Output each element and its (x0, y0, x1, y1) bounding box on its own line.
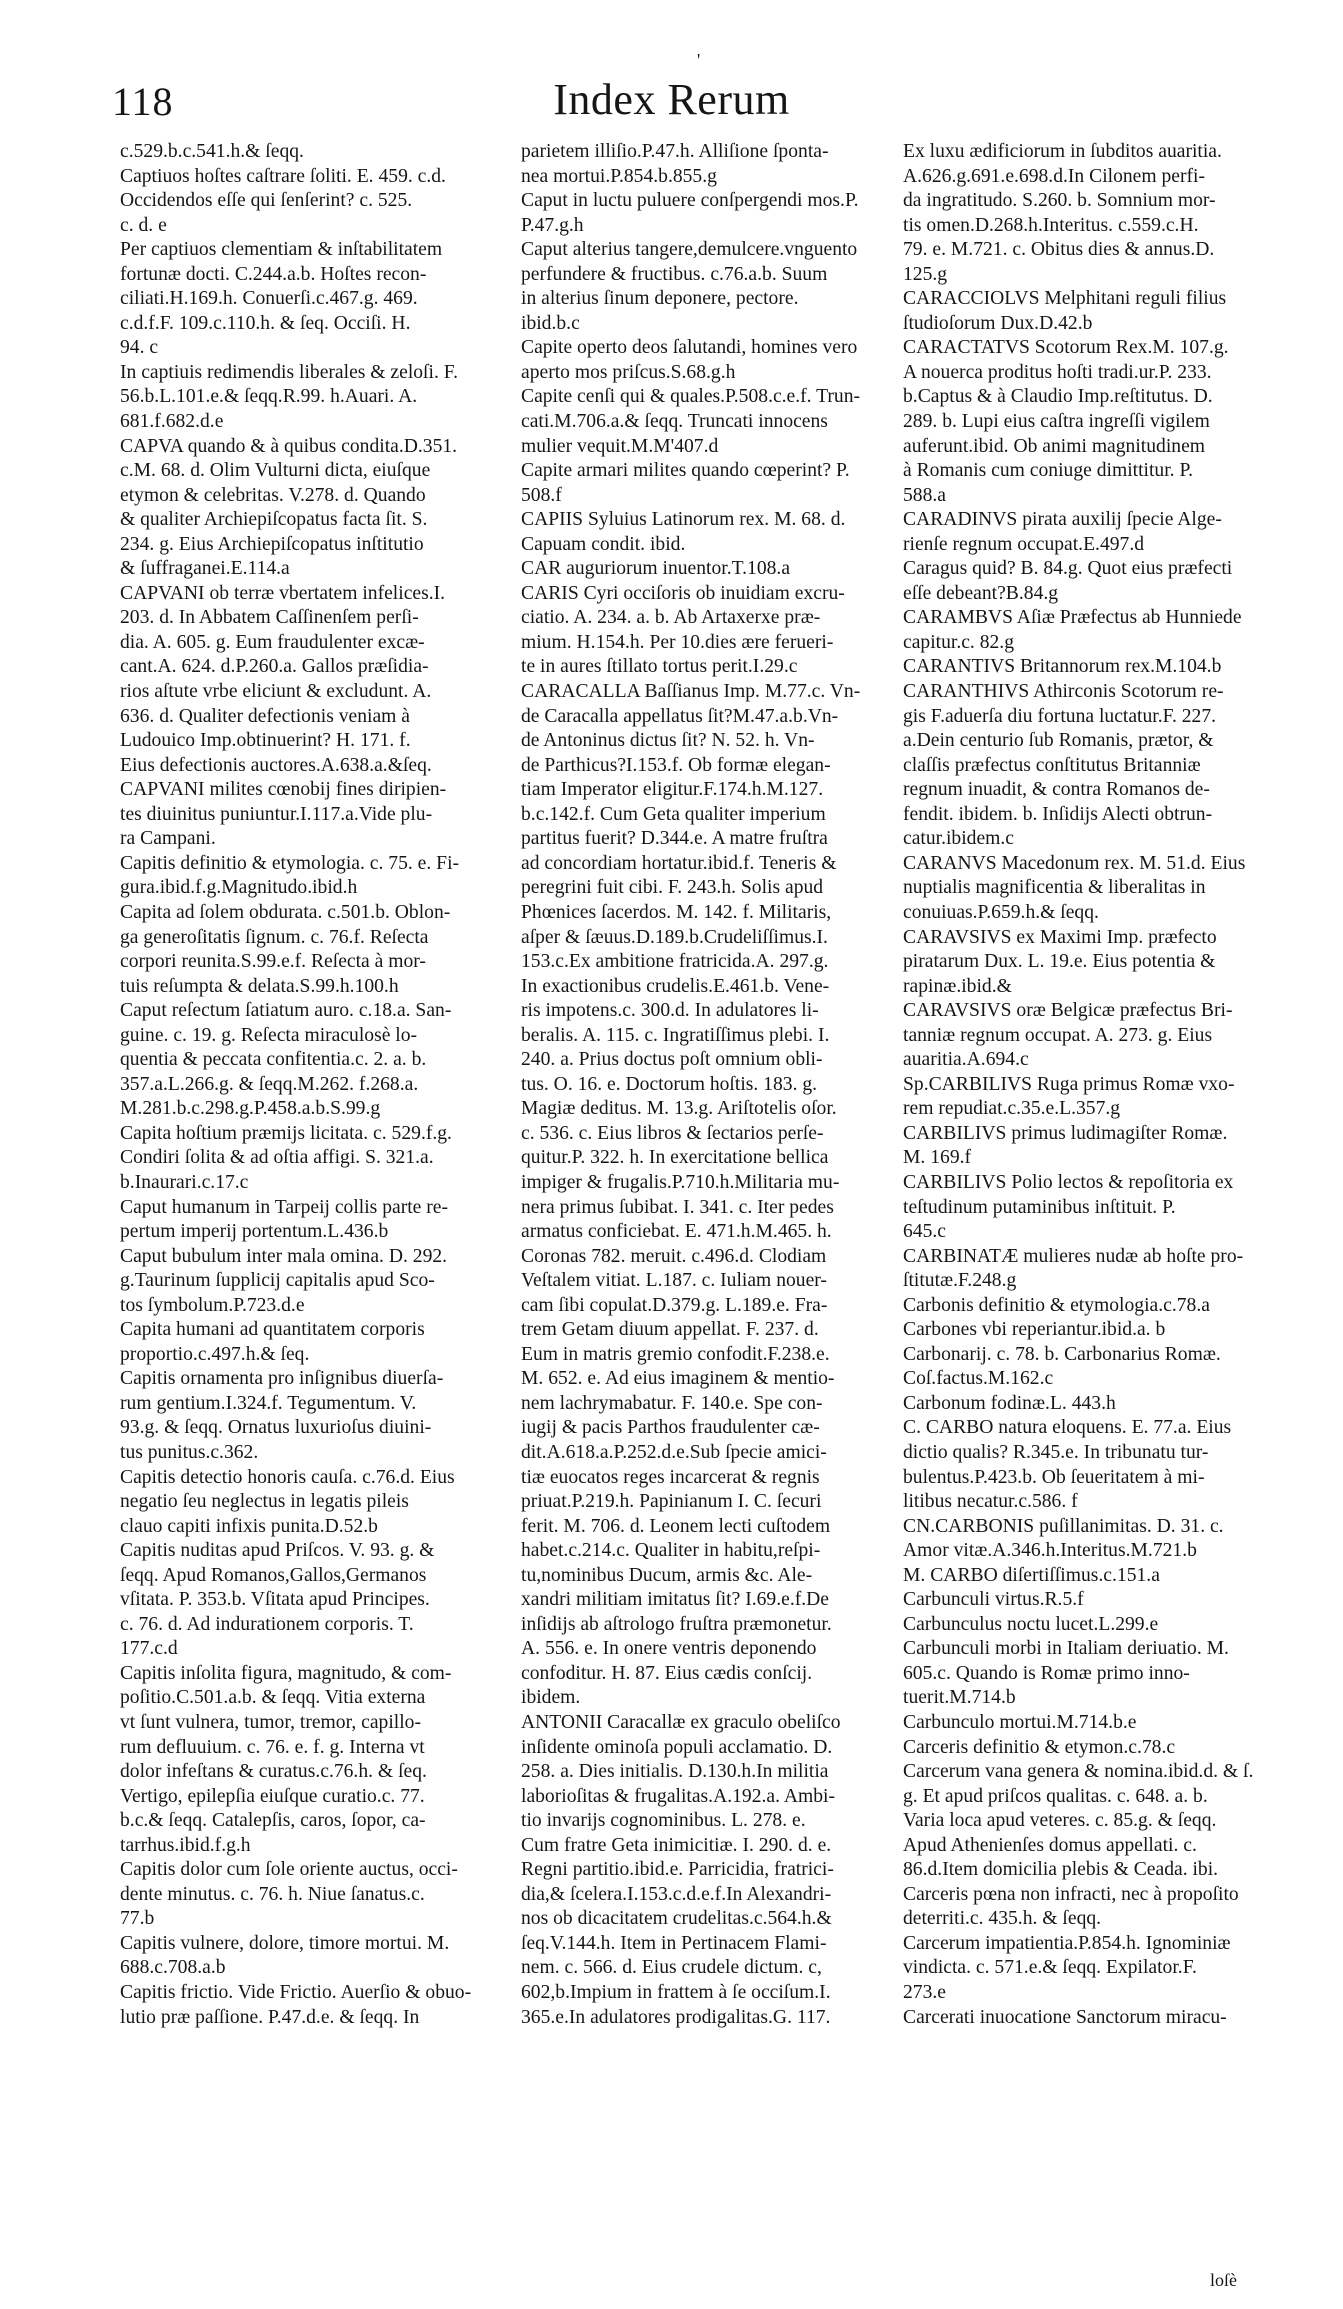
index-entry-line: Regni partitio.ibid.e. Parricidia, fratrici- (521, 1859, 834, 1881)
index-entry-line: fortunæ docti. C.244.a.b. Hoſtes recon- (120, 263, 427, 285)
index-entry-line: CARACALLA Baſſianus Imp. M.77.c. Vn- (521, 681, 861, 703)
index-entry-line: tiam Imperator eligitur.F.174.h.M.127. (521, 779, 824, 801)
index-entry-line: dictio qualis? R.345.e. In tribunatu tur- (903, 1441, 1209, 1463)
index-entry-line: 602,b.Impium in frattem à ſe occiſum.I. (521, 1982, 831, 2004)
index-entry-line: partitus fuerit? D.344.e. A matre fruſtra (521, 828, 828, 850)
index-entry-line: teſtudinum putaminibus inſtituit. P. (903, 1196, 1176, 1218)
index-entry-line: Per captiuos clementiam & inſtabilitatem (120, 239, 443, 261)
index-entry-line: 56.b.L.101.e.& ſeqq.R.99. h.Auari. A. (120, 386, 418, 408)
index-entry-line: Ex luxu ædificiorum in ſubditos auaritia. (903, 141, 1222, 162)
index-entry-line: 240. a. Prius doctus poſt omnium obli- (521, 1049, 823, 1071)
index-entry-line: confoditur. H. 87. Eius cædis conſcij. (521, 1662, 813, 1684)
index-entry-line: M. CARBO diſertiſſimus.c.151.a (903, 1564, 1160, 1586)
index-entry-line: ris impotens.c. 300.d. In adulatores li- (521, 1000, 819, 1022)
index-entry-line: A nouerca proditus hoſti tradi.ur.P. 233. (903, 361, 1212, 383)
index-entry-line: Carceris pœna non infracti, nec à propoſito (903, 1883, 1239, 1905)
index-entry-line: Capitis nuditas apud Priſcos. V. 93. g. & (120, 1540, 435, 1562)
index-entry-line: CARANTHIVS Athirconis Scotorum re- (903, 681, 1224, 703)
index-entry-line: ad concordiam hortatur.ibid.f. Teneris & (521, 852, 837, 874)
index-entry-line: Capitis definitio & etymologia. c. 75. e. Fi- (120, 852, 460, 874)
index-column-middle (521, 140, 916, 2030)
index-entry-line: Capite operto deos ſalutandi, homines vero (521, 337, 858, 359)
index-entry-line: Cum fratre Geta inimicitiæ. I. 290. d. e. (521, 1834, 832, 1856)
index-entry-line: Carbonis definitio & etymologia.c.78.a (903, 1294, 1210, 1316)
index-entry-line: Eum in matris gremio confodit.F.238.e. (521, 1343, 830, 1365)
index-entry-line: Caragus quid? B. 84.g. Quot eius præfecti (903, 558, 1233, 580)
index-entry-line: vſitata. P. 353.b. Vſitata apud Principes. (120, 1589, 430, 1611)
index-entry-line: perfundere & fructibus. c.76.a.b. Suum (521, 263, 828, 285)
index-entry-line: regnum inuadit, & contra Romanos de- (903, 779, 1210, 801)
index-entry-line: ciliati.H.169.h. Conuerſi.c.467.g. 469. (120, 288, 418, 310)
index-entry-line: 681.f.682.d.e (120, 411, 224, 433)
index-entry-line: M.281.b.c.298.g.P.458.a.b.S.99.g (120, 1098, 381, 1120)
index-entry-line: CAR auguriorum inuentor.T.108.a (521, 558, 791, 580)
index-entry-line: Caput reſectum ſatiatum auro. c.18.a. San- (120, 1000, 452, 1022)
index-entry-line: ſtitutæ.F.248.g (903, 1270, 1017, 1292)
index-entry-line: rapinæ.ibid.& (903, 975, 1012, 997)
index-entry-line: tio invarijs cognominibus. L. 278. e. (521, 1810, 806, 1832)
index-entry-line: cati.M.706.a.& ſeqq. Truncati innocens (521, 411, 828, 433)
index-entry-line: 153.c.Ex ambitione fratricida.A. 297.g. (521, 951, 829, 973)
index-entry-line: CARADINVS pirata auxilij ſpecie Alge- (903, 509, 1222, 531)
index-entry-line: A. 556. e. In onere ventris deponendo (521, 1638, 817, 1660)
index-entry-line: tos ſymbolum.P.723.d.e (120, 1294, 305, 1316)
index-entry-line: poſitio.C.501.a.b. & ſeqq. Vitia externa (120, 1687, 426, 1709)
index-entry-line: CAPVANI ob terræ vbertatem infelices.I. (120, 582, 446, 604)
index-entry-line: etymon & celebritas. V.278. d. Quando (120, 484, 426, 506)
index-entry-line: nem. c. 566. d. Eius crudele dictum. c, (521, 1957, 822, 1979)
index-entry-line: Captiuos hoſtes caſtrare ſoliti. E. 459. c.d. (120, 165, 446, 187)
index-entry-line: armatus conficiebat. E. 471.h.M.465. h. (521, 1221, 832, 1243)
index-entry-line: rios aſtute vrbe eliciunt & excludunt. A. (120, 681, 432, 703)
index-entry-line: guine. c. 19. g. Reſecta miraculosè lo- (120, 1024, 418, 1046)
index-entry-line: Sp.CARBILIVS Ruga primus Romæ vxo- (903, 1073, 1235, 1095)
index-entry-line: CARAMBVS Aſiæ Præfectus ab Hunniede (903, 607, 1242, 629)
index-entry-line: nuptialis magnificentia & liberalitas in (903, 877, 1206, 899)
index-entry-line: 289. b. Lupi eius caſtra ingreſſi vigilem (903, 411, 1210, 433)
index-entry-line: g.Taurinum ſupplicij capitalis apud Sco- (120, 1270, 435, 1292)
index-entry-line: 365.e.In adulatores prodigalitas.G. 117. (521, 2006, 831, 2028)
index-entry-line: 94. c (120, 337, 159, 359)
index-entry-line: quentia & peccata confitentia.c. 2. a. b. (120, 1049, 427, 1071)
index-entry-line: aſper & ſæuus.D.189.b.Crudeliſſimus.I. (521, 926, 828, 948)
index-entry-line: inſidente ominoſa populi acclamatio. D. (521, 1736, 833, 1758)
index-entry-line: parietem illiſio.P.47.h. Alliſione ſponta- (521, 141, 829, 162)
index-entry-line: c. 536. c. Eius libros & ſectarios perſe- (521, 1122, 824, 1144)
index-entry-line: 645.c (903, 1221, 946, 1243)
index-entry-line: Capitis ornamenta pro inſignibus diuerſa- (120, 1368, 444, 1390)
index-entry-line: 177.c.d (120, 1638, 178, 1660)
index-entry-line: corpori reunita.S.99.e.f. Reſecta à mor- (120, 951, 426, 973)
index-entry-line: capitur.c. 82.g (903, 631, 1014, 653)
index-entry-line: catur.ibidem.c (903, 828, 1014, 850)
index-entry-line: rum gentium.I.324.f. Tegumentum. V. (120, 1392, 417, 1414)
index-entry-line: trem Getam diuum appellat. F. 237. d. (521, 1319, 819, 1341)
index-entry-line: In exactionibus crudelis.E.461.b. Vene- (521, 975, 830, 997)
index-entry-line: in alterius ſinum deponere, pectore. (521, 288, 799, 310)
index-entry-line: g. Et apud priſcos qualitas. c. 648. a. b. (903, 1785, 1208, 1807)
index-entry-line: Ludouico Imp.obtinuerint? H. 171. f. (120, 730, 411, 752)
index-entry-line: deterriti.c. 435.h. & ſeqq. (903, 1908, 1102, 1930)
index-entry-line: auaritia.A.694.c (903, 1049, 1029, 1071)
index-entry-line: Carcerum impatientia.P.854.h. Ignominiæ (903, 1932, 1231, 1954)
index-entry-line: habet.c.214.c. Qualiter in habitu,reſpi- (521, 1540, 821, 1562)
index-entry-line: nem lachrymabatur. F. 140.e. Spe con- (521, 1392, 823, 1414)
index-entry-line: rum defluuium. c. 76. e. f. g. Interna vt (120, 1736, 425, 1758)
index-entry-line: CARANVS Macedonum rex. M. 51.d. Eius (903, 852, 1246, 874)
index-entry-line: CARIS Cyri occiſoris ob inuidiam excru- (521, 582, 845, 604)
index-entry-line: à Romanis cum coniuge dimittitur. P. (903, 460, 1194, 482)
index-entry-line: bulentus.P.423.b. Ob ſeueritatem à mi- (903, 1466, 1205, 1488)
index-entry-line: CARAVSIVS oræ Belgicæ præfectus Bri- (903, 1000, 1233, 1022)
index-entry-line: CARACTATVS Scotorum Rex.M. 107.g. (903, 337, 1229, 359)
index-entry-line: eſſe debeant?B.84.g (903, 582, 1059, 604)
index-entry-line: Coronas 782. meruit. c.496.d. Clodiam (521, 1245, 827, 1267)
index-entry-line: Capite armari milites quando cœperint? P. (521, 460, 850, 482)
index-entry-line: 77.b (120, 1908, 155, 1930)
index-entry-line: vindicta. c. 571.e.& ſeqq. Expilator.F. (903, 1957, 1197, 1979)
index-column-left (120, 140, 515, 2030)
index-entry-line: impiger & frugalis.P.710.h.Militaria mu- (521, 1171, 840, 1193)
index-entry-line: nea mortui.P.854.b.855.g (521, 165, 717, 187)
index-entry-line: 357.a.L.266.g. & ſeqq.M.262. f.268.a. (120, 1073, 419, 1095)
index-entry-line: Carbones vbi reperiantur.ibid.a. b (903, 1319, 1166, 1341)
index-entry-line: tuerit.M.714.b (903, 1687, 1016, 1709)
index-entry-line: beralis. A. 115. c. Ingratiſſimus plebi. I. (521, 1024, 830, 1046)
index-entry-line: de Parthicus?I.153.f. Ob formæ elegan- (521, 754, 831, 776)
index-entry-line: Caput in luctu puluere conſpergendi mos.P. (521, 190, 859, 212)
page-number: 118 (112, 79, 174, 124)
index-entry-line: 79. e. M.721. c. Obitus dies & annus.D. (903, 239, 1215, 261)
index-entry-line: b.c.& ſeqq. Catalepſis, caros, ſopor, ca- (120, 1810, 426, 1832)
index-entry-line: & qualiter Archiepiſcopatus facta ſit. S. (120, 509, 428, 531)
running-title: Index Rerum (553, 75, 790, 124)
index-entry-line: nera primus ſubibat. I. 341. c. Iter pedes (521, 1196, 834, 1218)
index-entry-line: CARBINATÆ mulieres nudæ ab hoſte pro- (903, 1245, 1244, 1267)
index-entry-line: laborioſitas & frugalitas.A.192.a. Ambi- (521, 1785, 835, 1807)
index-entry-line: cam ſibi copulat.D.379.g. L.189.e. Fra- (521, 1294, 828, 1316)
index-entry-line: Capitis inſolita figura, magnitudo, & com- (120, 1662, 452, 1684)
index-entry-line: tiæ euocatos reges incarcerat & regnis (521, 1466, 820, 1488)
index-entry-line: ferit. M. 706. d. Leonem lecti cuſtodem (521, 1515, 831, 1537)
index-entry-line: Amor vitæ.A.346.h.Interitus.M.721.b (903, 1540, 1197, 1562)
index-entry-line: & ſuffraganei.E.114.a (120, 558, 290, 580)
index-entry-line: Carbunculo mortui.M.714.b.e (903, 1712, 1137, 1733)
index-entry-line: fendit. ibidem. b. Inſidijs Alecti obtrun- (903, 803, 1213, 825)
index-entry-line: Carceris definitio & etymon.c.78.c (903, 1736, 1176, 1758)
index-entry-line: tis omen.D.268.h.Interitus. c.559.c.H. (903, 214, 1199, 236)
index-entry-line: de Caracalla appellatus ſit?M.47.a.b.Vn- (521, 705, 839, 727)
index-entry-line: 605.c. Quando is Romæ primo inno- (903, 1662, 1190, 1684)
index-entry-line: Carbunculi virtus.R.5.f (903, 1589, 1084, 1611)
index-entry-line: mulier vequit.M.M'407.d (521, 435, 719, 457)
index-entry-line: ſeqq. Apud Romanos,Gallos,Germanos (120, 1564, 427, 1586)
index-entry-line: 688.c.708.a.b (120, 1957, 226, 1979)
index-entry-line: CAPVANI milites cœnobij fines diripien- (120, 779, 447, 801)
index-entry-line: de Antoninus dictus ſit? N. 52. h. Vn- (521, 730, 815, 752)
index-entry-line: M. 652. e. Ad eius imaginem & mentio- (521, 1368, 835, 1390)
index-entry-line: CN.CARBONIS puſillanimitas. D. 31. c. (903, 1515, 1224, 1537)
index-entry-line: Caput humanum in Tarpeij collis parte re- (120, 1196, 449, 1218)
index-entry-line: ſtudioſorum Dux.D.42.b (903, 312, 1093, 334)
index-entry-line: ANTONII Caracallæ ex graculo obeliſco (521, 1712, 841, 1733)
index-entry-line: 234. g. Eius Archiepiſcopatus inſtitutio (120, 533, 424, 555)
catchword: loſè (1210, 2270, 1237, 2290)
index-entry-line: dia. A. 605. g. Eum fraudulenter excæ- (120, 631, 425, 653)
index-entry-line: 508.f (521, 484, 562, 506)
index-entry-line: pertum imperij portentum.L.436.b (120, 1221, 389, 1243)
index-entry-line: In captiuis redimendis liberales & zeloſi. F. (120, 361, 458, 383)
index-entry-line: Capitis vulnere, dolore, timore mortui. M. (120, 1932, 450, 1954)
index-entry-line: CARACCIOLVS Melphitani reguli filius (903, 288, 1227, 310)
index-entry-line: 86.d.Item domicilia plebis & Ceada. ibi. (903, 1859, 1219, 1881)
index-entry-line: tus. O. 16. e. Doctorum hoſtis. 183. g. (521, 1073, 818, 1095)
index-entry-line: iugij & pacis Parthos fraudulenter cæ- (521, 1417, 820, 1439)
index-entry-line: b.c.142.f. Cum Geta qualiter imperium (521, 803, 826, 825)
index-entry-line: Capita humani ad quantitatem corporis (120, 1319, 425, 1341)
index-entry-line: Coſ.factus.M.162.c (903, 1368, 1054, 1390)
index-entry-line: priuat.P.219.h. Papinianum I. C. ſecuri (521, 1491, 822, 1513)
index-entry-line: Carbonarij. c. 78. b. Carbonarius Romæ. (903, 1343, 1221, 1365)
index-entry-line: 93.g. & ſeqq. Ornatus luxurioſus diuini- (120, 1417, 432, 1439)
index-entry-line: CAPIIS Syluius Latinorum rex. M. 68. d. (521, 509, 846, 531)
index-entry-line: CARBILIVS primus ludimagiſter Romæ. (903, 1122, 1228, 1144)
index-entry-line: Capuam condit. ibid. (521, 533, 686, 555)
index-entry-line: A.626.g.691.e.698.d.In Cilonem perfi- (903, 165, 1206, 187)
index-entry-line: ciatio. A. 234. a. b. Ab Artaxerxe præ- (521, 607, 821, 629)
index-entry-line: Capitis frictio. Vide Frictio. Auerſio & obuo- (120, 1982, 472, 2004)
index-entry-line: Capita hoſtium præmijs licitata. c. 529.f.g. (120, 1122, 452, 1144)
index-entry-line: Carcerati inuocatione Sanctorum miracu- (903, 2006, 1227, 2028)
index-entry-line: dolor infeſtans & curatus.c.76.h. & ſeq. (120, 1761, 427, 1783)
index-entry-line: c.d.f.F. 109.c.110.h. & ſeq. Occiſi. H. (120, 312, 411, 334)
index-entry-line: negatio ſeu neglectus in legatis pileis (120, 1491, 409, 1513)
index-entry-line: Caput alterius tangere,demulcere.vnguento (521, 239, 858, 261)
index-entry-line: Caput bubulum inter mala omina. D. 292. (120, 1245, 448, 1267)
index-entry-line: tanniæ regnum occupat. A. 273. g. Eius (903, 1024, 1213, 1046)
index-column-right (903, 140, 1298, 2030)
index-entry-line: c.529.b.c.541.h.& ſeqq. (120, 141, 304, 162)
index-entry-line: inſidijs ab aſtrologo fruſtra præmonetur. (521, 1613, 832, 1635)
index-entry-line: CARANTIVS Britannorum rex.M.104.b (903, 656, 1222, 678)
index-entry-line: a.Dein centurio ſub Romanis, prætor, & (903, 730, 1214, 752)
index-entry-line: Apud Athenienſes domus appellati. c. (903, 1834, 1197, 1856)
index-entry-line: vt ſunt vulnera, tumor, tremor, capillo- (120, 1712, 421, 1733)
index-entry-line: b.Inaurari.c.17.c (120, 1171, 249, 1193)
index-entry-line: claſſis præfectus conſtitutus Britanniæ (903, 754, 1201, 776)
index-entry-line: conuiuas.P.659.h.& ſeqq. (903, 901, 1099, 923)
index-entry-line: Capite cenſi qui & quales.P.508.c.e.f. Trun- (521, 386, 861, 408)
index-entry-line: b.Captus & à Claudio Imp.reſtitutus. D. (903, 386, 1213, 408)
index-entry-line: nos ob dicacitatem crudelitas.c.564.h.& (521, 1908, 832, 1930)
index-entry-line: 125.g (903, 263, 948, 285)
index-entry-line: gis F.aduerſa diu fortuna luctatur.F. 227. (903, 705, 1217, 727)
index-entry-line: piratarum Dux. L. 19.e. Eius potentia & (903, 951, 1216, 973)
index-entry-line: ibid.b.c (521, 312, 580, 334)
index-entry-line: rem repudiat.c.35.e.L.357.g (903, 1098, 1121, 1120)
index-entry-line: mium. H.154.h. Per 10.dies ære ferueri- (521, 631, 834, 653)
index-entry-line: c. d. e (120, 214, 167, 236)
index-entry-line: dit.A.618.a.P.252.d.e.Sub ſpecie amici- (521, 1441, 827, 1463)
index-entry-line: 636. d. Qualiter defectionis veniam à (120, 705, 411, 727)
index-entry-line: CARAVSIVS ex Maximi Imp. præfecto (903, 926, 1217, 948)
index-entry-line: Carbonum fodinæ.L. 443.h (903, 1392, 1116, 1414)
index-entry-line: Occidendos eſſe qui ſenſerint? c. 525. (120, 190, 413, 212)
index-entry-line: Eius defectionis auctores.A.638.a.&ſeq. (120, 754, 432, 776)
index-entry-line: Carbunculus noctu lucet.L.299.e (903, 1613, 1159, 1635)
index-entry-line: Condiri ſolita & ad oſtia affigi. S. 321.a. (120, 1147, 434, 1169)
index-entry-line: litibus necatur.c.586. f (903, 1491, 1078, 1513)
index-entry-line: 258. a. Dies initialis. D.130.h.In militia (521, 1761, 829, 1783)
index-entry-line: Carbunculi morbi in Italiam deriuatio. M. (903, 1638, 1229, 1660)
index-entry-line: c. 76. d. Ad indurationem corporis. T. (120, 1613, 414, 1635)
index-entry-line: 203. d. In Abbatem Caſſinenſem perſi- (120, 607, 419, 629)
index-entry-line: aperto mos priſcus.S.68.g.h (521, 361, 736, 383)
index-entry-line: Capitis dolor cum ſole oriente auctus, occi- (120, 1859, 458, 1881)
index-entry-line: xandri militiam imitatus ſit? I.69.e.f.De (521, 1589, 829, 1611)
index-entry-line: 588.a (903, 484, 946, 506)
index-entry-line: Phœnices ſacerdos. M. 142. f. Militaris, (521, 901, 832, 923)
index-entry-line: ga generoſitatis ſignum. c. 76.f. Reſecta (120, 926, 429, 948)
index-entry-line: auferunt.ibid. Ob animi magnitudinem (903, 435, 1206, 457)
index-entry-line: M. 169.f (903, 1147, 972, 1169)
index-entry-line: Magiæ deditus. M. 13.g. Ariſtotelis oſor. (521, 1098, 837, 1120)
ink-speck: ' (697, 50, 701, 70)
index-entry-line: tuis reſumpta & delata.S.99.h.100.h (120, 975, 399, 997)
index-entry-line: quitur.P. 322. h. In exercitatione bellica (521, 1147, 829, 1169)
index-entry-line: tarrhus.ibid.f.g.h (120, 1834, 251, 1856)
index-entry-line: proportio.c.497.h.& ſeq. (120, 1343, 310, 1365)
index-entry-line: ſeq.V.144.h. Item in Pertinacem Flami- (521, 1932, 827, 1954)
index-entry-line: Capitis detectio honoris cauſa. c.76.d. Eius (120, 1466, 455, 1488)
index-entry-line: 273.e (903, 1982, 946, 2004)
index-entry-line: CARBILIVS Polio lectos & repoſitoria ex (903, 1171, 1234, 1193)
index-entry-line: Varia loca apud veteres. c. 85.g. & ſeqq. (903, 1810, 1217, 1832)
index-entry-line: tu,nominibus Ducum, armis &c. Ale- (521, 1564, 813, 1586)
index-entry-line: P.47.g.h (521, 214, 584, 236)
index-entry-line: te in aures ſtillato tortus perit.I.29.c (521, 656, 798, 678)
index-entry-line: Carcerum vana genera & nomina.ibid.d. & ſ. (903, 1761, 1254, 1783)
index-entry-line: lutio præ paſſione. P.47.d.e. & ſeqq. In (120, 2006, 420, 2028)
index-entry-line: da ingratitudo. S.260. b. Somnium mor- (903, 190, 1216, 212)
index-entry-line: rienſe regnum occupat.E.497.d (903, 533, 1145, 555)
index-entry-line: CAPVA quando & à quibus condita.D.351. (120, 435, 458, 457)
index-entry-line: C. CARBO natura eloquens. E. 77.a. Eius (903, 1417, 1232, 1439)
index-entry-line: tes diuinitus puniuntur.I.117.a.Vide plu- (120, 803, 433, 825)
index-entry-line: dente minutus. c. 76. h. Niue ſanatus.c. (120, 1883, 425, 1905)
index-entry-line: peregrini fuit cibi. F. 243.h. Solis apud (521, 877, 824, 899)
index-entry-line: gura.ibid.f.g.Magnitudo.ibid.h (120, 877, 358, 899)
index-entry-line: Vertigo, epilepſia eiuſque curatio.c. 77. (120, 1785, 425, 1807)
index-entry-line: ra Campani. (120, 828, 216, 850)
index-entry-line: clauo capiti infixis punita.D.52.b (120, 1515, 378, 1537)
index-entry-line: cant.A. 624. d.P.260.a. Gallos præſidia- (120, 656, 429, 678)
index-entry-line: dia,& ſcelera.I.153.c.d.e.f.In Alexandri- (521, 1883, 832, 1905)
index-entry-line: tus punitus.c.362. (120, 1441, 259, 1463)
index-entry-line: Veſtalem vitiat. L.187. c. Iuliam nouer- (521, 1270, 827, 1292)
index-entry-line: Capita ad ſolem obdurata. c.501.b. Oblon- (120, 901, 451, 923)
index-entry-line: c.M. 68. d. Olim Vulturni dicta, eiuſque (120, 460, 431, 482)
index-entry-line: ibidem. (521, 1687, 581, 1709)
